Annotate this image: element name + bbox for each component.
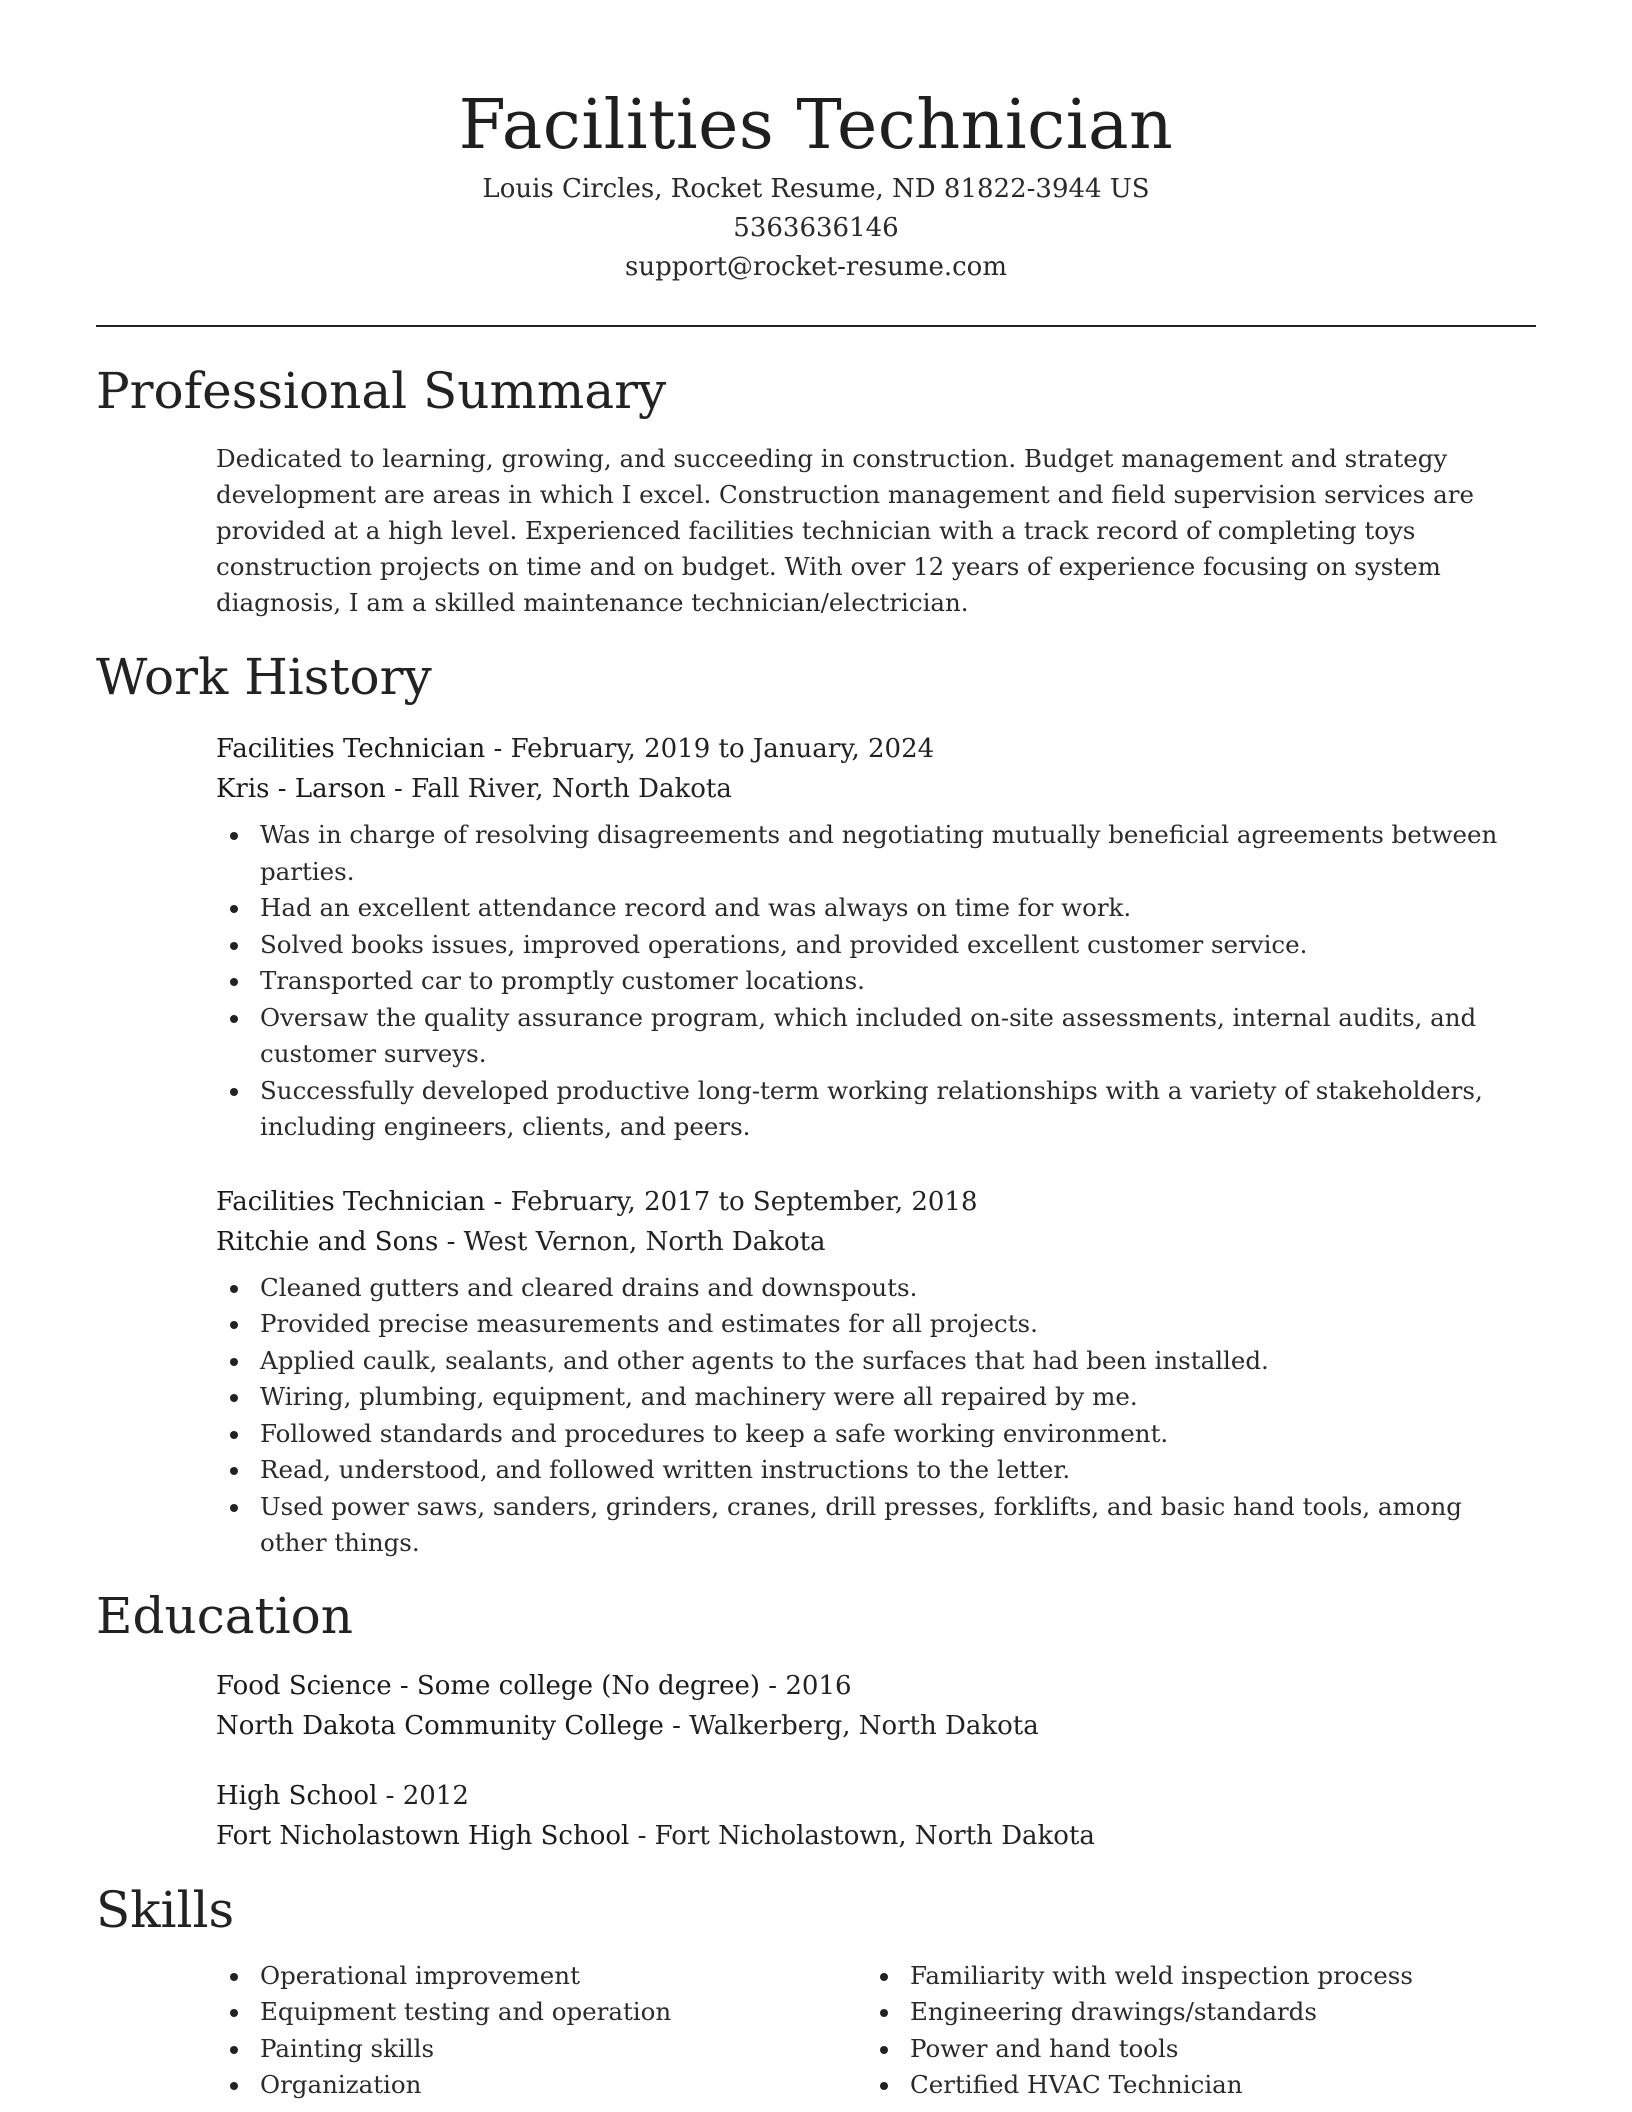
contact-email: support@rocket-resume.com bbox=[624, 252, 1007, 282]
education-school-line bbox=[216, 1706, 1536, 1746]
job-company-line bbox=[216, 769, 1536, 809]
resume-name: Facilities Technician bbox=[458, 86, 1174, 165]
education-heading: Education bbox=[96, 1586, 353, 1645]
education-degree-line bbox=[216, 1776, 1536, 1816]
contact-phone: 5363636146 bbox=[733, 213, 899, 243]
skills-columns bbox=[216, 1958, 1536, 2104]
education-degree: High School bbox=[216, 1780, 378, 1811]
job-entry bbox=[216, 1182, 1536, 1562]
education-location: - Walkerberg, North Dakota bbox=[663, 1710, 1039, 1741]
job-company-line bbox=[216, 1222, 1536, 1262]
summary-text: Dedicated to learning, growing, and succeeding in construction. Budget management and strategy development are areas in which I excel. Construction management and field supervision services are provided at a high level. Experienced facilities technician with a track record of completing toys construction projects on time and on budget. With over 12 years of experience focusing on system diagnosis, I am a skilled maintenance technician/electrician. bbox=[216, 444, 1474, 617]
education-school-line bbox=[216, 1816, 1536, 1856]
header-divider bbox=[96, 325, 1536, 327]
education-school: Fort Nicholastown High School bbox=[216, 1820, 630, 1851]
work-history-heading: Work History bbox=[96, 648, 432, 706]
skills-list-right bbox=[866, 1958, 1516, 2104]
job-bullet: Read, understood, and followed written instructions to the letter. bbox=[216, 1452, 1536, 1489]
education-location: - Fort Nicholastown, North Dakota bbox=[629, 1820, 1095, 1851]
resume-page bbox=[96, 0, 1536, 2104]
job-company: Kris - Larson bbox=[216, 774, 386, 804]
education-entry bbox=[216, 1776, 1536, 1856]
education-school: North Dakota Community College bbox=[216, 1710, 664, 1741]
job-role: Facilities Technician bbox=[216, 1186, 486, 1217]
job-dates: - February, 2019 to January, 2024 bbox=[485, 734, 935, 764]
job-bullet: Had an excellent attendance record and was always on time for work. bbox=[216, 890, 1536, 927]
job-bullet: Transported car to promptly customer locations. bbox=[216, 963, 1536, 1000]
skill-item: Power and hand tools bbox=[866, 2031, 1516, 2068]
job-bullet: Solved books issues, improved operations, and provided excellent customer service. bbox=[216, 927, 1536, 964]
skill-item: Equipment testing and operation bbox=[216, 1994, 866, 2031]
skill-item: Engineering drawings/standards bbox=[866, 1994, 1516, 2031]
job-bullet: Was in charge of resolving disagreements and negotiating mutually beneficial agreements between parties. bbox=[216, 817, 1536, 890]
job-bullet: Cleaned gutters and cleared drains and downspouts. bbox=[216, 1270, 1536, 1307]
education-entry bbox=[216, 1666, 1536, 1746]
job-bullet: Used power saws, sanders, grinders, cranes, drill presses, forklifts, and basic hand tools, among other things. bbox=[216, 1489, 1536, 1562]
education-degree-line bbox=[216, 1666, 1536, 1706]
skill-item: Certified HVAC Technician bbox=[866, 2067, 1516, 2104]
skill-item: Painting skills bbox=[216, 2031, 866, 2068]
job-bullet: Followed standards and procedures to keep a safe working environment. bbox=[216, 1416, 1536, 1453]
contact-block bbox=[96, 170, 1536, 287]
job-location: - West Vernon, North Dakota bbox=[438, 1226, 826, 1257]
job-bullet: Oversaw the quality assurance program, which included on-site assessments, internal audits, and customer surveys. bbox=[216, 1000, 1536, 1073]
education-year: - 2016 bbox=[760, 1670, 852, 1701]
skills-heading: Skills bbox=[96, 1880, 235, 1939]
contact-address: Louis Circles, Rocket Resume, ND 81822-3944 US bbox=[482, 174, 1150, 204]
job-bullet: Wiring, plumbing, equipment, and machinery were all repaired by me. bbox=[216, 1379, 1536, 1416]
job-title-line bbox=[216, 729, 1536, 769]
job-bullet: Applied caulk, sealants, and other agents to the surfaces that had been installed. bbox=[216, 1343, 1536, 1380]
job-bullets bbox=[216, 1270, 1536, 1562]
skill-item: Operational improvement bbox=[216, 1958, 866, 1995]
job-company: Ritchie and Sons bbox=[216, 1226, 439, 1257]
job-bullets bbox=[216, 817, 1536, 1146]
job-entry bbox=[216, 729, 1536, 1146]
job-title-line bbox=[216, 1182, 1536, 1222]
summary-heading: Professional Summary bbox=[96, 362, 667, 420]
skills-list-left bbox=[216, 1958, 866, 2104]
job-bullet: Successfully developed productive long-term working relationships with a variety of stakeholders, including engineers, clients, and peers. bbox=[216, 1073, 1536, 1146]
job-bullet: Provided precise measurements and estimates for all projects. bbox=[216, 1306, 1536, 1343]
job-role: Facilities Technician bbox=[216, 734, 486, 764]
education-year: - 2012 bbox=[377, 1780, 469, 1811]
skill-item: Organization bbox=[216, 2067, 866, 2104]
job-dates: - February, 2017 to September, 2018 bbox=[485, 1186, 978, 1217]
job-location: - Fall River, North Dakota bbox=[385, 774, 732, 804]
education-degree: Food Science - Some college (No degree) bbox=[216, 1670, 761, 1701]
skill-item: Familiarity with weld inspection process bbox=[866, 1958, 1516, 1995]
